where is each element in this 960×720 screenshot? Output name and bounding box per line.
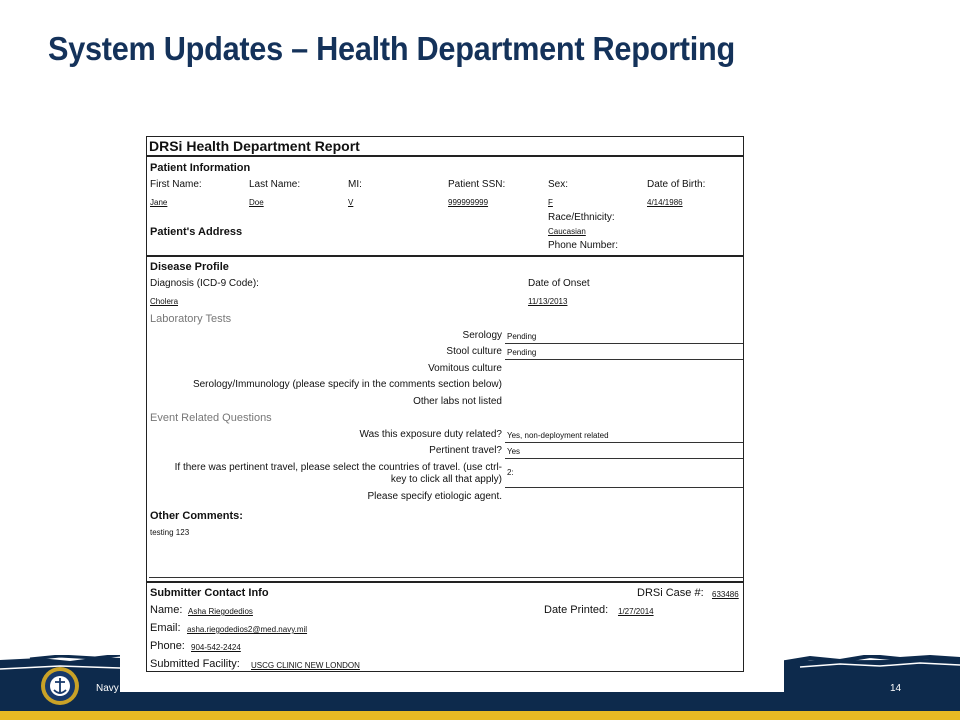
stool-culture-underline bbox=[505, 359, 743, 360]
pertinent-travel-label: Pertinent travel? bbox=[429, 445, 502, 456]
race-label: Race/Ethnicity: bbox=[548, 212, 615, 223]
pertinent-travel-underline bbox=[505, 458, 743, 459]
sex-value: F bbox=[548, 198, 553, 207]
submitter-email-label: Email: bbox=[150, 622, 181, 634]
ssn-label: Patient SSN: bbox=[448, 179, 506, 190]
report-document bbox=[120, 120, 784, 692]
diagnosis-label: Diagnosis (ICD-9 Code): bbox=[150, 278, 259, 289]
submitted-facility-label: Submitted Facility: bbox=[150, 658, 240, 670]
ssn-value: 999999999 bbox=[448, 198, 489, 207]
vomitous-culture-label: Vomitous culture bbox=[428, 363, 502, 374]
sex-label: Sex: bbox=[548, 179, 569, 190]
first-name-value: Jane bbox=[150, 198, 168, 207]
duty-related-value: Yes, non-deployment related bbox=[507, 431, 609, 440]
last-name-label: Last Name: bbox=[249, 179, 301, 190]
duty-related-label: Was this exposure duty related? bbox=[359, 429, 502, 440]
serology-immunology-label: Serology/Immunology (please specify in the comments section below) bbox=[192, 379, 502, 390]
slide-title: System Updates – Health Department Reporting bbox=[48, 30, 735, 67]
mi-label: MI: bbox=[348, 179, 362, 190]
slide-number: 14 bbox=[890, 683, 902, 694]
submitter-phone-label: Phone: bbox=[150, 640, 185, 652]
footer-text: Navy bbox=[96, 683, 119, 694]
serology-underline bbox=[505, 343, 743, 344]
serology-value: Pending bbox=[507, 332, 537, 341]
date-printed-label: Date Printed: bbox=[544, 604, 609, 616]
case-number-label: DRSi Case #: bbox=[637, 587, 704, 599]
submitter-name-value: Asha Riegodedios bbox=[188, 607, 253, 616]
submitted-facility-value: USCG CLINIC NEW LONDON bbox=[251, 661, 360, 670]
event-questions-heading: Event Related Questions bbox=[150, 412, 272, 424]
other-comments-value: testing 123 bbox=[150, 528, 190, 537]
report-form bbox=[146, 136, 744, 672]
phone-number-label: Phone Number: bbox=[548, 240, 619, 251]
other-comments-heading: Other Comments: bbox=[150, 510, 243, 522]
lab-tests-heading: Laboratory Tests bbox=[150, 313, 232, 325]
mi-value: V bbox=[348, 198, 354, 207]
date-printed-value: 1/27/2014 bbox=[618, 607, 654, 616]
dob-label: Date of Birth: bbox=[647, 179, 706, 190]
divider bbox=[147, 255, 743, 257]
travel-countries-value: 2: bbox=[507, 468, 514, 477]
submitter-email-value: asha.riegodedios2@med.navy.mil bbox=[187, 625, 308, 634]
stool-culture-value: Pending bbox=[507, 348, 537, 357]
report-title: DRSi Health Department Report bbox=[149, 138, 360, 154]
serology-label: Serology bbox=[462, 330, 502, 341]
onset-label: Date of Onset bbox=[528, 278, 590, 289]
comments-underline bbox=[149, 577, 743, 578]
submitter-name-label: Name: bbox=[150, 604, 183, 616]
dob-value: 4/14/1986 bbox=[647, 198, 683, 207]
navy-medicine-seal-logo bbox=[40, 666, 80, 706]
case-number-value: 633486 bbox=[712, 590, 739, 599]
disease-profile-heading: Disease Profile bbox=[150, 261, 229, 273]
etiologic-agent-label: Please specify etiologic agent. bbox=[367, 491, 502, 502]
pertinent-travel-value: Yes bbox=[507, 447, 521, 456]
divider bbox=[147, 155, 743, 157]
travel-countries-label-line1: If there was pertinent travel, please select the countries of travel. (use ctrl- bbox=[174, 462, 502, 473]
onset-value: 11/13/2013 bbox=[528, 297, 568, 306]
submitter-phone-value: 904-542-2424 bbox=[191, 643, 241, 652]
submitter-heading: Submitter Contact Info bbox=[150, 587, 269, 599]
travel-countries-underline bbox=[505, 487, 743, 488]
stool-culture-label: Stool culture bbox=[446, 346, 502, 357]
other-labs-label: Other labs not listed bbox=[413, 396, 502, 407]
diagnosis-value: Cholera bbox=[150, 297, 179, 306]
race-value: Caucasian bbox=[548, 227, 586, 236]
patient-info-heading: Patient Information bbox=[150, 162, 251, 174]
divider bbox=[147, 581, 743, 583]
patient-address-heading: Patient's Address bbox=[150, 226, 243, 238]
travel-countries-label-line2: key to click all that apply) bbox=[390, 474, 502, 485]
duty-related-underline bbox=[505, 442, 743, 443]
first-name-label: First Name: bbox=[150, 179, 202, 190]
last-name-value: Doe bbox=[249, 198, 264, 207]
